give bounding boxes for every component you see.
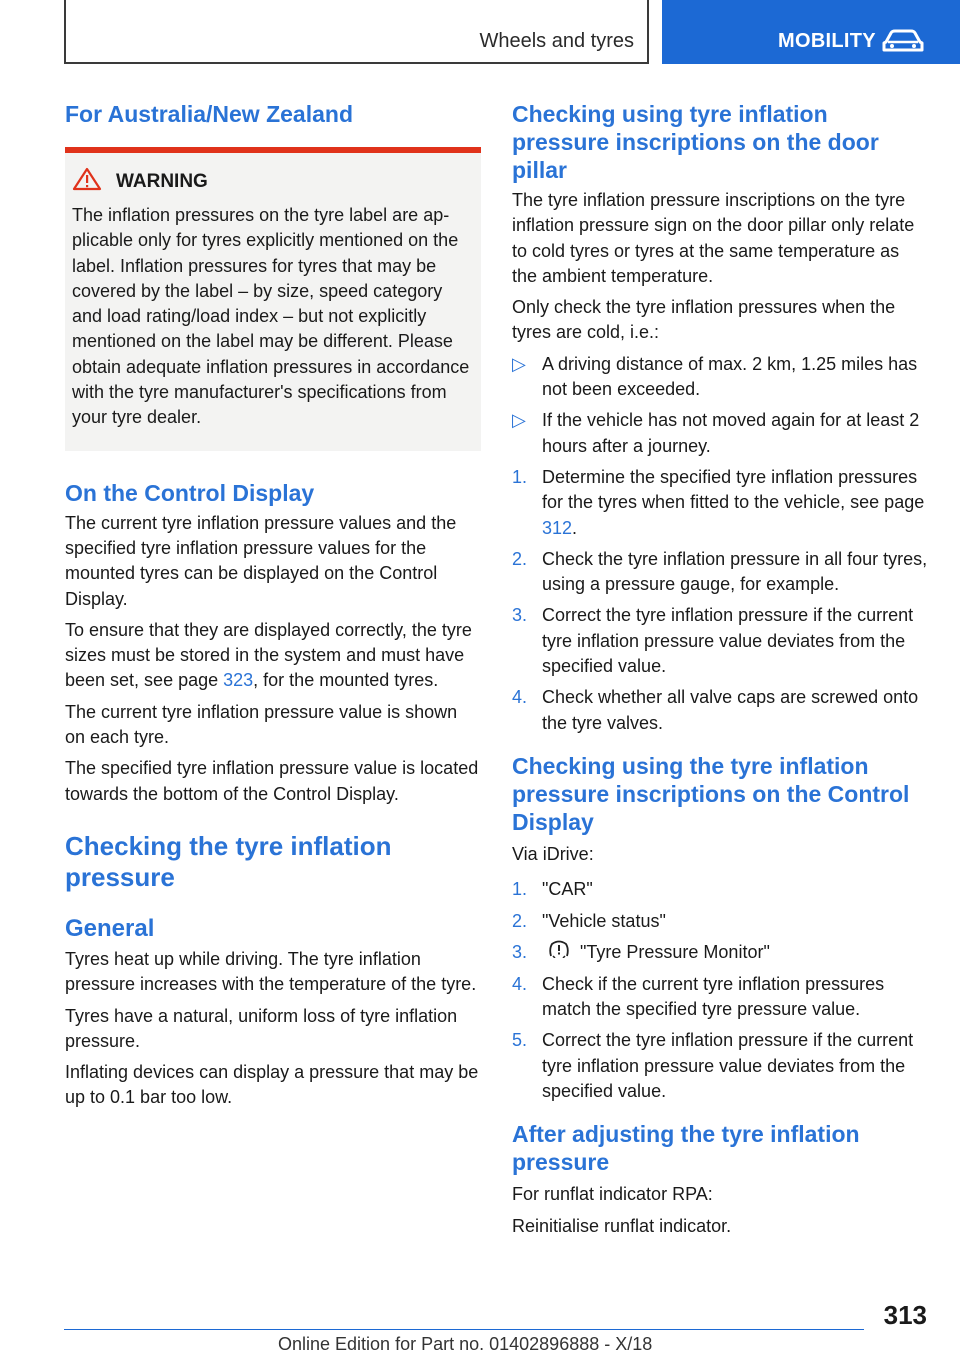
paragraph: Reinitialise runflat indicator. (512, 1215, 732, 1236)
paragraph: The specified tyre inflation pressure value is located towards the bottom of the Control Display. (65, 758, 479, 804)
step-text: "Vehicle status" (542, 910, 666, 931)
step-item (512, 877, 928, 902)
page-link[interactable]: 312 (542, 517, 573, 538)
condition-list (512, 352, 928, 459)
tyre-pressure-icon (548, 940, 570, 965)
step-item (512, 909, 928, 934)
step-number: 1. (512, 879, 528, 900)
list-item (512, 352, 928, 403)
footer-rule (64, 1329, 864, 1330)
control-display-check-heading: Checking using the tyre inflation pressure inscriptions on the Control Display (512, 752, 910, 835)
paragraph: Tyres heat up while driving. The tyre inflation pressure increases with the temperature of the tyre. (65, 948, 477, 995)
step-item (512, 603, 928, 679)
paragraph: To ensure that they are displayed correctly, the tyre sizes must be stored in the system and must have been set, see page 323, for the mounted tyres. (65, 619, 472, 691)
left-column (65, 100, 481, 1111)
chapter-tab[interactable] (662, 0, 960, 64)
list-item-text: A driving distance of max. 2 km, 1.25 miles has not been exceeded. (542, 353, 918, 400)
step-text: Check if the current tyre inflation pressures match the specified tyre pressure value. (542, 973, 885, 1020)
paragraph: Only check the tyre inflation pressures when the tyres are cold, i.e.: (512, 297, 896, 343)
chapter-label: MOBILITY (778, 30, 876, 52)
step-text: Determine the specified tyre inflation pressures for the tyres when fitted to the vehicle, see page (542, 466, 925, 513)
step-item (512, 547, 928, 598)
control-display-heading: On the Control Display (65, 479, 315, 506)
au-heading: For Australia/New Zealand (65, 101, 353, 127)
step-item (512, 1028, 928, 1104)
step-item (512, 972, 928, 1023)
step-item (512, 685, 928, 736)
step-number: 2. (512, 548, 528, 569)
step-text: Check whether all valve caps are screwed onto the tyre valves. (542, 687, 919, 733)
step-text: . (572, 517, 578, 538)
step-text: "CAR" (542, 879, 593, 900)
step-item (512, 940, 928, 966)
step-number: 2. (512, 910, 528, 931)
step-number: 3. (512, 941, 528, 962)
triangle-bullet-icon: ▷ (512, 410, 526, 431)
step-number: 1. (512, 466, 528, 487)
door-pillar-heading: Checking using tyre inflation pressure inscriptions on the door pillar (512, 101, 879, 183)
step-text: Correct the tyre inflation pressure if the current tyre inflation pressure value deviates from the specified value. (542, 1030, 914, 1101)
step-number: 4. (512, 973, 528, 994)
right-column (512, 100, 928, 1239)
step-number: 5. (512, 1030, 528, 1051)
paragraph: Via iDrive: (512, 843, 594, 864)
step-number: 4. (512, 687, 528, 708)
paragraph: Inflating devices can display a pressure that may be up to 0.1 bar too low. (65, 1062, 479, 1108)
step-list (512, 465, 928, 736)
page-number: 313 (883, 1300, 927, 1330)
warning-label: WARNING (116, 171, 208, 192)
paragraph: The current tyre inflation pressure value is shown on each tyre. (65, 701, 458, 748)
list-item (512, 408, 928, 459)
page-link[interactable]: 323 (223, 670, 254, 691)
warning-header (72, 167, 473, 197)
after-adjust-heading: After adjusting the tyre inflation pressure (512, 1121, 860, 1176)
triangle-bullet-icon: ▷ (512, 353, 526, 374)
edition-footer: Online Edition for Part no. 01402896888 - X/18 (278, 1334, 653, 1354)
paragraph: Tyres have a natural, uniform loss of tyre inflation pressure. (65, 1005, 458, 1051)
paragraph: For runflat indicator RPA: (512, 1184, 713, 1205)
list-item-text: If the vehicle has not moved again for at least 2 hours after a journey. (542, 410, 920, 456)
step-item (512, 465, 928, 541)
idrive-step-list (512, 877, 928, 1104)
step-number: 3. (512, 605, 528, 626)
car-icon (880, 28, 926, 54)
step-text: Correct the tyre inflation pressure if the current tyre inflation pressure value deviates from the specified value. (542, 605, 914, 677)
step-text: "Tyre Pressure Monitor" (580, 941, 770, 962)
paragraph: The current tyre inflation pressure values and the specified tyre inflation pressure values for the mounted tyres can be displayed on the Control Display. (65, 512, 457, 609)
step-text: Check the tyre inflation pressure in all four tyres, using a pressure gauge, for example. (542, 548, 928, 595)
paragraph: The tyre inflation pressure inscriptions on the tyre inflation pressure sign on the door pillar only relate to cold tyres or tyres at the same temperature as the ambient temperature. (512, 190, 915, 286)
warning-icon (72, 167, 116, 197)
general-heading: General (65, 914, 155, 942)
warning-box (65, 153, 481, 451)
section-title: Wheels and tyres (479, 30, 634, 52)
warning-text: The inflation pressures on the tyre label are applicable only for tyres explicitly mentioned on the label. Inflation pressures for tyres that may be covered by the label – by size, speed category and load rating/load index – but not explicitly mentioned on the label may be different. Please obtain adequate inflation pressures in accordance with the tyre manufacturer's specifications from your tyre dealer. (72, 205, 470, 428)
check-heading: Checking the tyre inflation pressure (65, 830, 392, 892)
